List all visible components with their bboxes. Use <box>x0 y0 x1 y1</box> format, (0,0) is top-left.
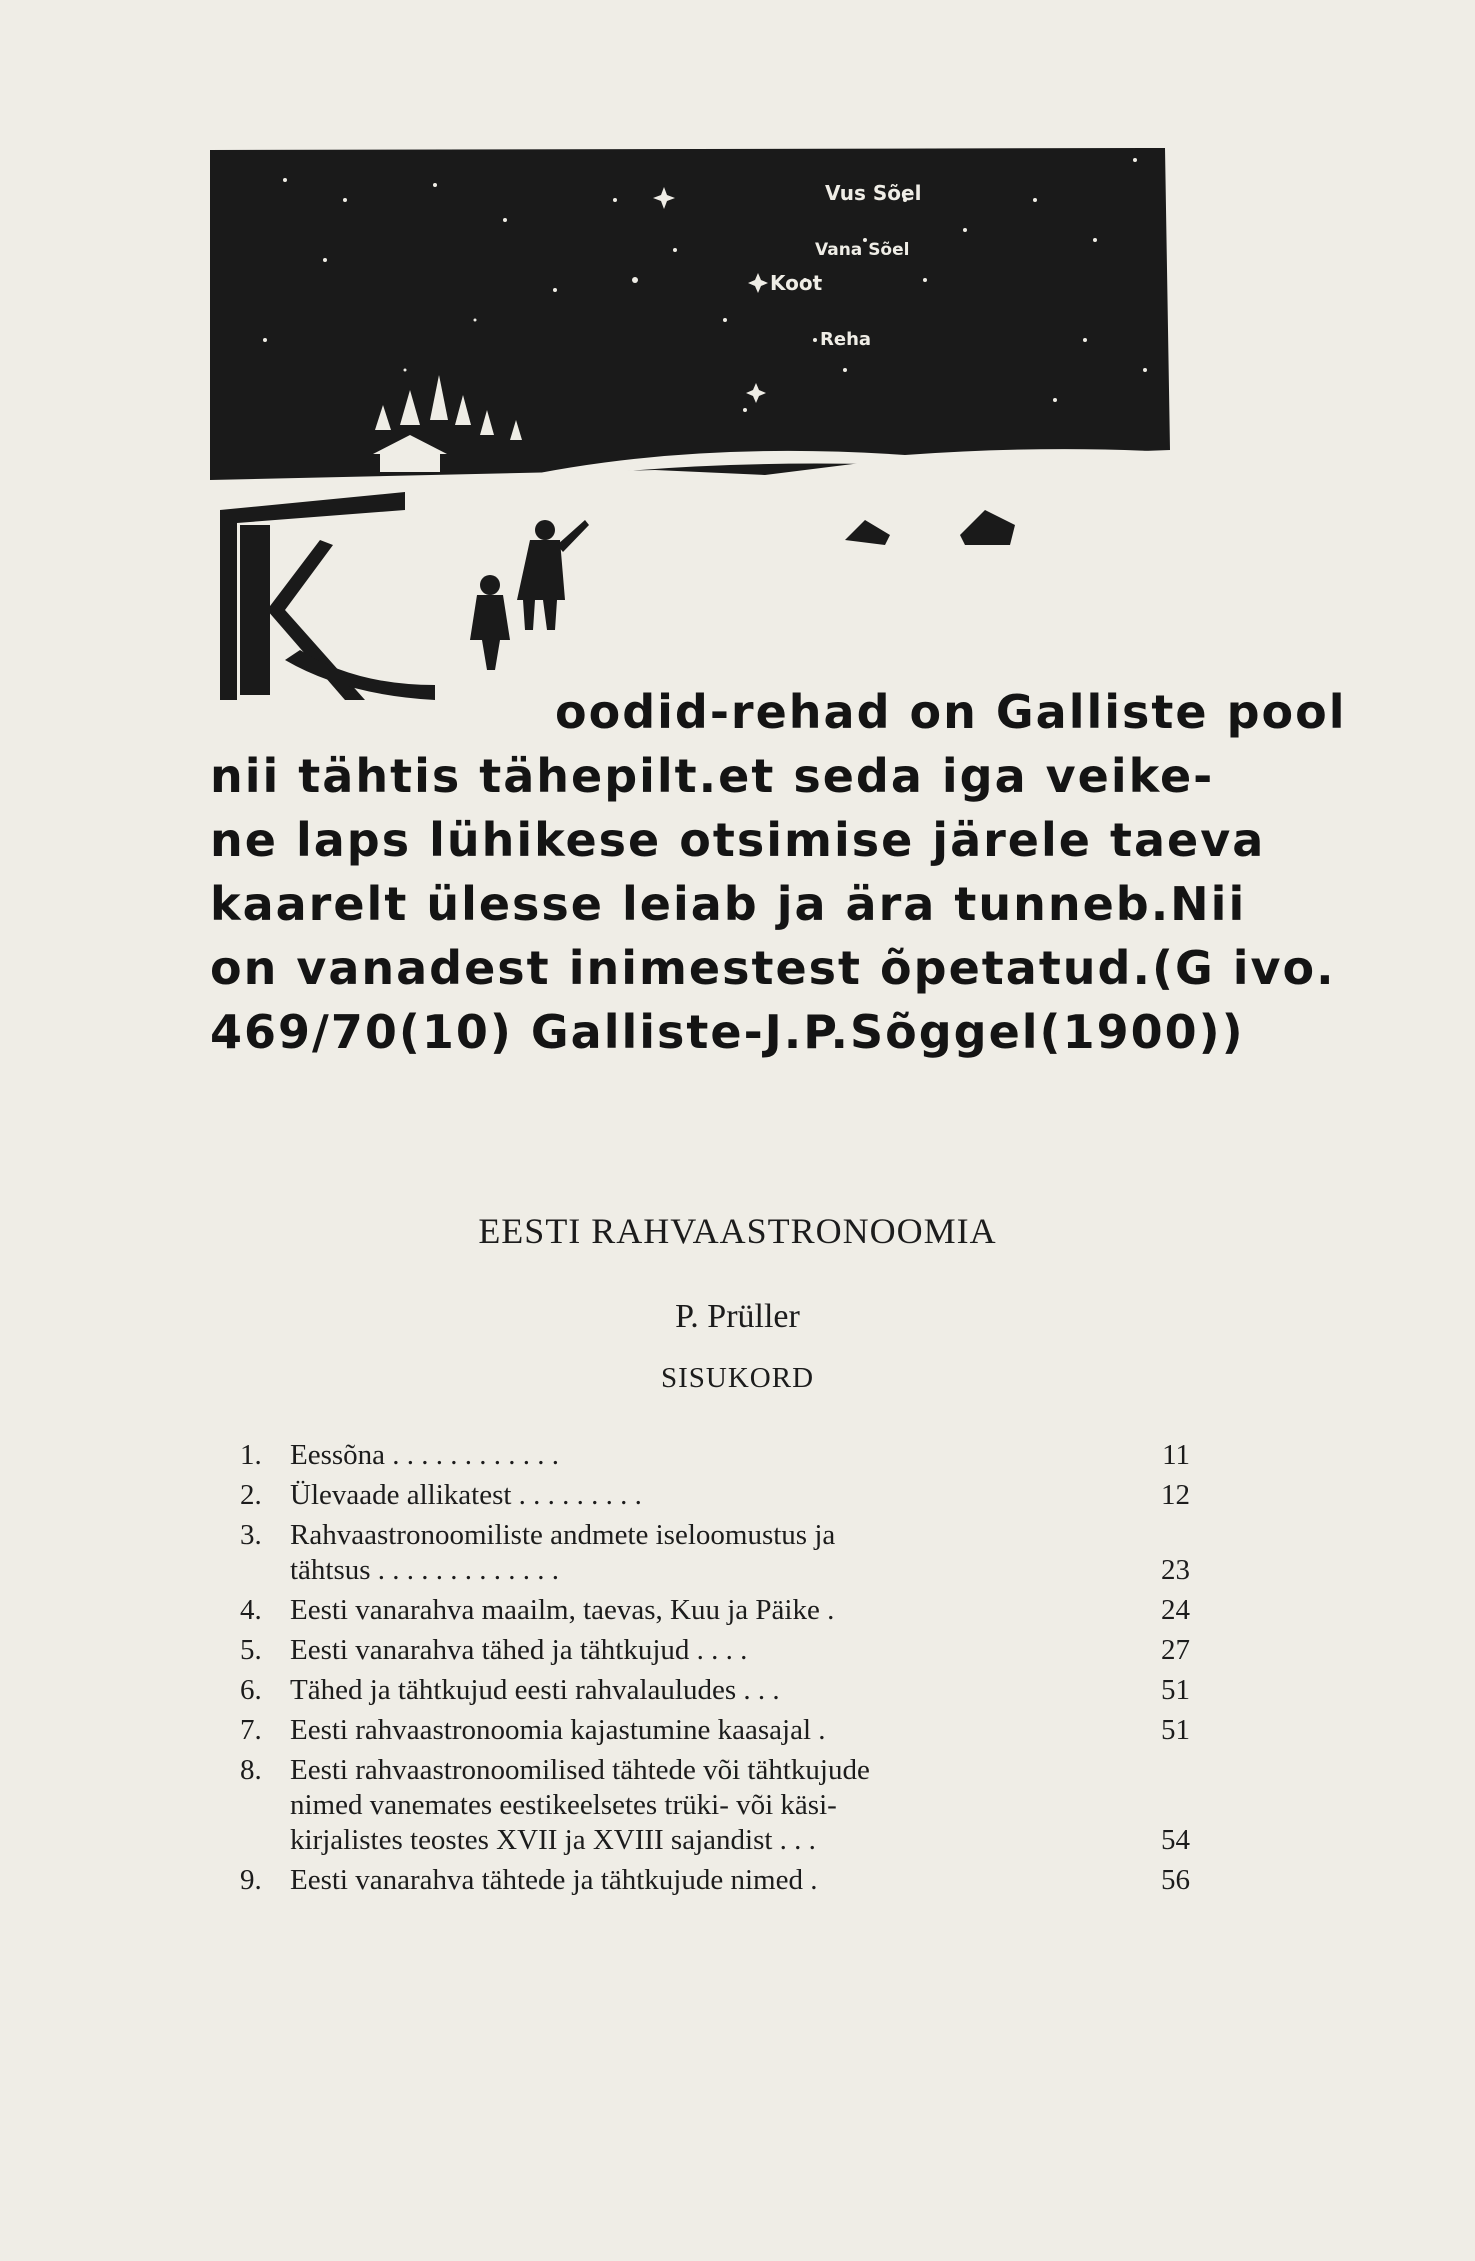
toc-entry-page: 51 <box>1161 1714 1190 1746</box>
toc-entry <box>240 1713 1190 1748</box>
toc-entry-page: 24 <box>1161 1594 1190 1626</box>
toc-entry-title <box>290 1713 1100 1748</box>
toc-entry-title-line: nimed vanemates eestikeelsetes trüki- või käsi- <box>290 1789 837 1821</box>
initial-letter-k <box>220 492 435 700</box>
toc-entry-title <box>290 1633 1100 1668</box>
toc-entry-number: 4. <box>240 1594 262 1626</box>
toc-entry <box>240 1753 1190 1858</box>
quote-line: nii tähtis tähepilt.et seda iga veike- <box>210 749 1215 803</box>
toc-entry-title <box>290 1478 1100 1513</box>
book-title: EESTI RAHVAASTRONOOMIA <box>478 1211 997 1251</box>
toc-entry-title-line: Eesti vanarahva tähed ja tähtkujud . . . . <box>290 1634 748 1666</box>
toc-entry-title-line: Eesti vanarahva tähtede ja tähtkujude nimed . <box>290 1864 818 1896</box>
toc-entry-title <box>290 1863 1100 1898</box>
toc-entry <box>240 1478 1190 1513</box>
toc-entry-page: 54 <box>1161 1824 1190 1856</box>
woodcut-illustration <box>205 140 1205 700</box>
toc-entry-title-line: tähtsus . . . . . . . . . . . . . <box>290 1554 560 1586</box>
toc-entry-title-line: Eesti rahvaastronoomilised tähtede või tähtkujude <box>290 1754 870 1786</box>
toc-entry-page: 51 <box>1161 1674 1190 1706</box>
quote-line: ne laps lühikese otsimise järele taeva <box>210 813 1266 867</box>
toc-entry-number: 3. <box>240 1519 262 1551</box>
toc-entry <box>240 1438 1190 1473</box>
toc-entry-title <box>290 1438 1100 1473</box>
toc-entry-title-line: kirjalistes teostes XVII ja XVIII sajandist . . . <box>290 1824 816 1856</box>
quote-line: kaarelt ülesse leiab ja ära tunneb.Nii <box>210 877 1247 931</box>
toc-entry <box>240 1673 1190 1708</box>
quote-line: oodid-rehad on Galliste pool <box>555 685 1347 739</box>
toc-entry-number: 9. <box>240 1864 262 1896</box>
figures <box>470 520 589 670</box>
toc-entry-title <box>290 1673 1100 1708</box>
toc-entry-number: 2. <box>240 1479 262 1511</box>
toc-entry-page: 23 <box>1161 1554 1190 1586</box>
houses-right <box>845 510 1015 545</box>
night-sky-woodcut <box>205 140 1205 700</box>
toc-entry-number: 6. <box>240 1674 262 1706</box>
night-sky <box>210 148 1170 480</box>
toc-entry-number: 7. <box>240 1714 262 1746</box>
table-of-contents <box>240 1438 1190 1903</box>
author-name: P. Prüller <box>675 1298 800 1335</box>
label-koot: Koot <box>770 271 823 295</box>
toc-entry <box>240 1633 1190 1668</box>
toc-entry-page: 56 <box>1161 1864 1190 1896</box>
toc-entry-page: 11 <box>1162 1439 1190 1471</box>
toc-entry <box>240 1593 1190 1628</box>
label-vana-soel: Vana Sõel <box>815 240 910 260</box>
blackletter-quote <box>210 680 1347 1064</box>
toc-entry-page: 12 <box>1161 1479 1190 1511</box>
toc-entry-title <box>290 1518 1100 1588</box>
quote-line: on vanadest inimestest õpetatud.(G ivo. <box>210 941 1336 995</box>
label-reha: Reha <box>820 329 872 350</box>
toc-entry-number: 1. <box>240 1439 262 1471</box>
toc-entry-number: 5. <box>240 1634 262 1666</box>
toc-entry-title-line: Rahvaastronoomiliste andmete iseloomustus ja <box>290 1519 836 1551</box>
toc-entry <box>240 1518 1190 1588</box>
toc-entry-title-line: Eesti rahvaastronoomia kajastumine kaasajal . <box>290 1714 826 1746</box>
toc-entry-title <box>290 1753 1100 1858</box>
toc-entry-number: 8. <box>240 1754 262 1786</box>
toc-entry-title-line: Ülevaade allikatest . . . . . . . . . <box>290 1479 642 1511</box>
toc-entry-title-line: Eessõna . . . . . . . . . . . . <box>290 1439 560 1471</box>
quote-line: 469/70(10) Galliste-J.P.Sõggel(1900)) <box>210 1005 1245 1059</box>
toc-entry-title <box>290 1593 1100 1628</box>
label-vus-soel: Vus Sõel <box>825 181 922 205</box>
toc-entry-page: 27 <box>1161 1634 1190 1666</box>
toc-entry <box>240 1863 1190 1898</box>
toc-title: SISUKORD <box>660 1362 815 1394</box>
toc-entry-title-line: Eesti vanarahva maailm, taevas, Kuu ja Päike . <box>290 1594 835 1626</box>
toc-entry-title-line: Tähed ja tähtkujud eesti rahvalauludes . . . <box>290 1674 780 1706</box>
